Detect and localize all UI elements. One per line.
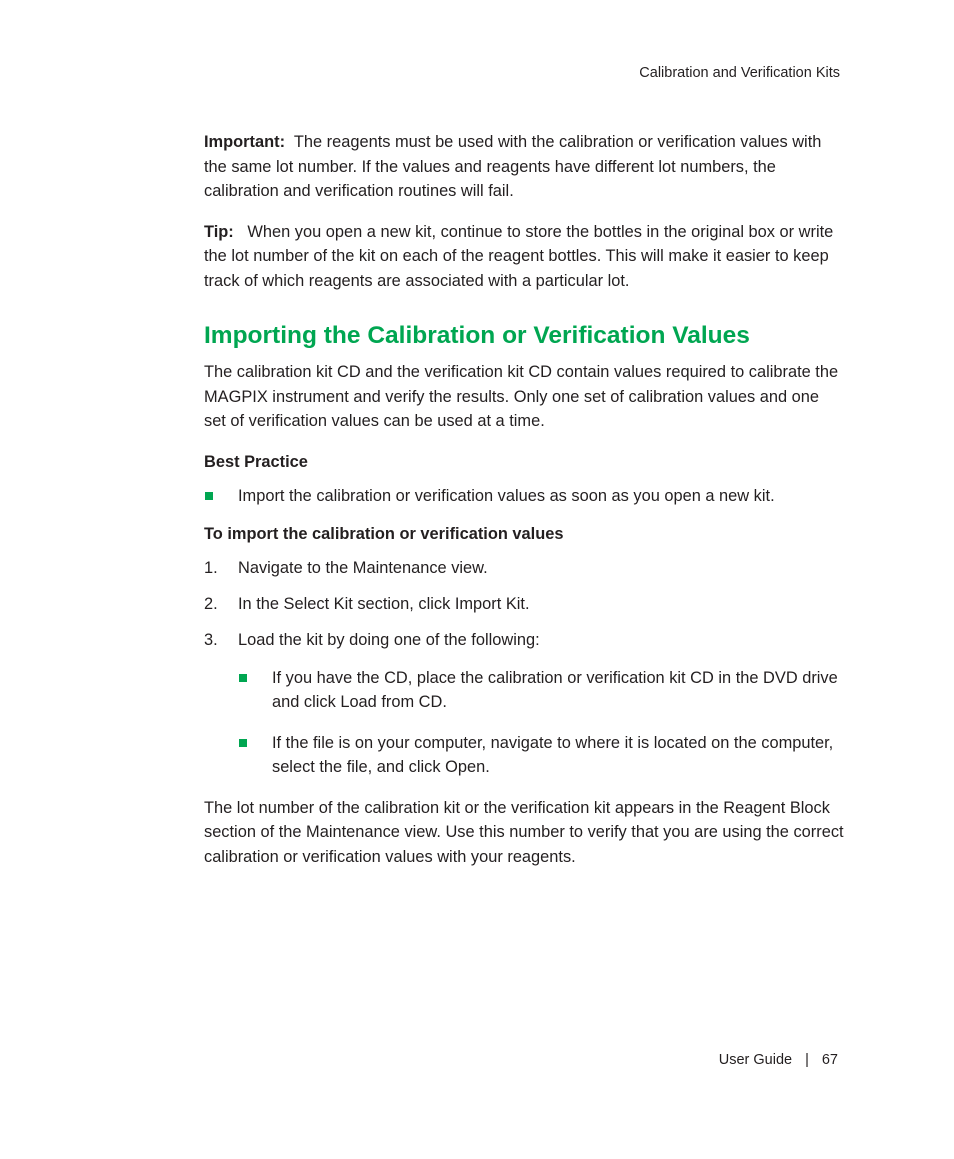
green-square-bullet-icon [205,492,213,500]
step-item [204,628,844,780]
important-text: The reagents must be used with the calibration or verification values with the same lot number. If the values and reagents have different lot numbers, the calibration and verification routines will fail. [204,133,822,200]
page-number: 67 [821,1052,838,1068]
best-practice-list [204,484,844,509]
procedure-steps [204,556,844,780]
important-note [204,130,844,204]
step-item [204,592,844,617]
section-title: Importing the Calibration or Verification Values [204,322,750,349]
section-intro: The calibration kit CD and the verification kit CD contain values required to calibrate the MAGPIX instrument and verify the results. Only one set of calibration values and one set of verification values can be used at a time. [204,363,839,430]
procedure-heading: To import the calibration or verification values [204,525,564,543]
tip-text: When you open a new kit, continue to store the bottles in the original box or write the lot number of the kit on each of the reagent bottles. This will make it easier to keep track of which reagents are associated with a particular lot. [204,222,834,290]
tip-note [204,220,844,294]
green-square-bullet-icon [239,674,247,682]
step-text: In the Select Kit section, click Import Kit. [238,595,530,613]
running-header: Calibration and Verification Kits [639,65,840,81]
list-item-text: If the file is on your computer, navigate to where it is located on the computer, select the file, and click Open. [272,733,834,776]
page-content [204,130,844,869]
list-item-text: If you have the CD, place the calibration or verification kit CD in the DVD drive and click Load from CD. [272,668,838,711]
list-item [238,666,844,715]
closing-paragraph: The lot number of the calibration kit or the verification kit appears in the Reagent Block section of the Maintenance view. Use this number to verify that you are using the correct calibration or verification values with your reagents. [204,798,844,866]
step-text: Load the kit by doing one of the following: [238,631,540,649]
step3-options [238,666,844,780]
step-number: 3. [204,631,218,649]
footer-doc-name: User Guide [718,1052,793,1068]
step-text: Navigate to the Maintenance view. [238,559,488,577]
best-practice-heading: Best Practice [204,452,308,471]
green-square-bullet-icon [239,739,247,747]
page-footer [719,1050,838,1070]
important-label: Important: [204,133,286,151]
step-number: 1. [204,559,218,577]
list-item-text: Import the calibration or verification values as soon as you open a new kit. [238,486,775,505]
list-item [204,484,844,509]
footer-separator: | [805,1052,809,1068]
step-number: 2. [204,595,218,613]
step-item [204,556,844,581]
list-item [238,731,844,780]
tip-label: Tip: [204,222,234,241]
